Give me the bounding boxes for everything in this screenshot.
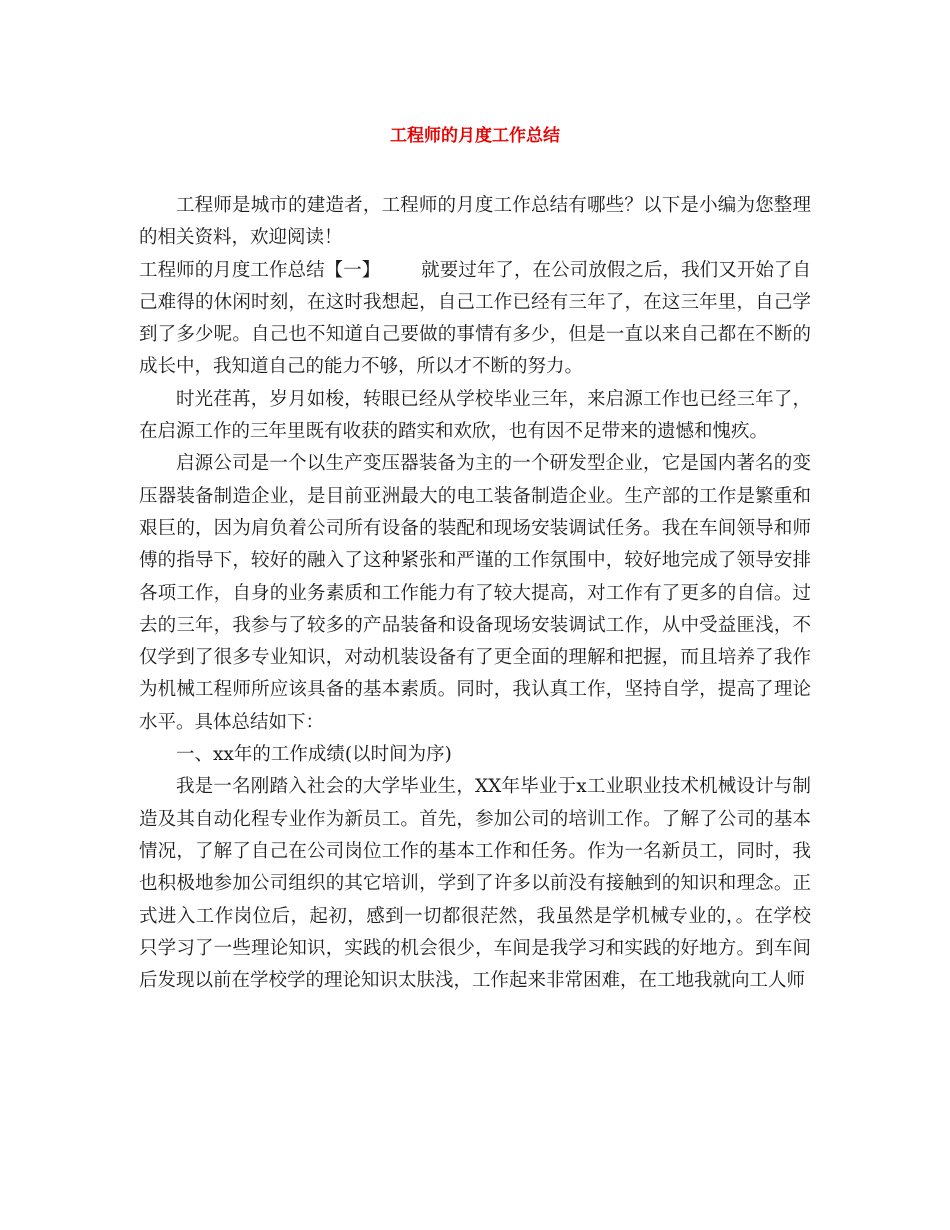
body-paragraph: 时光荏苒，岁月如梭，转眼已经从学校毕业三年，来启源工作也已经三年了，在启源工作的三年里既有收获的踏实和欢欣，也有因不足带来的遗憾和愧疚。 [139, 388, 811, 443]
body-paragraph: 我是一名刚踏入社会的大学毕业生，XX年毕业于x工业职业技术机械设计与制造及其自动化程专业作为新员工。首先，参加公司的培训工作。了解了公司的基本情况，了解了自己在公司岗位工作的基本工作和任务。作为一名新员工，同时，我也积极地参加公司组织的其它培训，学到了许多以前没有接触到的知识和理念。正式进入工作岗位后，起初，感到一切都很茫然，我虽然是学机械专业的，。在学校只学习了一些理论知识，实践的机会很少，车间是我学习和实践的好地方。到车间后发现以前在学校学的理论知识太肤浅，工作起来非常困难，在工地我就向工人师 [139, 776, 811, 992]
section-paragraph [139, 255, 811, 384]
body-paragraph: 启源公司是一个以生产变压器装备为主的一个研发型企业，它是国内著名的变压器装备制造企业，是目前亚洲最大的电工装备制造企业。生产部的工作是繁重和艰巨的，因为肩负着公司所有设备的装配和现场安装调试任务。我在车间领导和师傅的指导下，较好的融入了这种紧张和严谨的工作氛围中，较好地完成了领导安排各项工作，自身的业务素质和工作能力有了较大提高，对工作有了更多的自信。过去的三年，我参与了较多的产品装备和设备现场安装调试工作，从中受益匪浅，不仅学到了很多专业知识，对动机装设备有了更全面的理解和把握，而且培养了我作为机械工程师所应该具备的基本素质。同时，我认真工作，坚持自学，提高了理论水平。具体总结如下： [139, 453, 811, 733]
section-lead-text: 就要过年了，在公司放假之后，我们又开始了自己难得的休闲时刻，在这时我想起，自己工作已经有三年了，在这三年里，自己学到了多少呢。自己也不知道自己要做的事情有多少，但是一直以来自己都在不断的成长中，我知道自己的能力不够，所以才不断的努力。 [139, 259, 811, 378]
intro-paragraph: 工程师是城市的建造者，工程师的月度工作总结有哪些？以下是小编为您整理的相关资料，欢迎阅读！ [139, 195, 811, 249]
subsection-heading: 一、xx年的工作成绩(以时间为序) [176, 744, 452, 766]
section-heading: 工程师的月度工作总结【一】 [139, 259, 381, 281]
document-body [139, 190, 811, 997]
document-title: 工程师的月度工作总结 [390, 126, 560, 146]
